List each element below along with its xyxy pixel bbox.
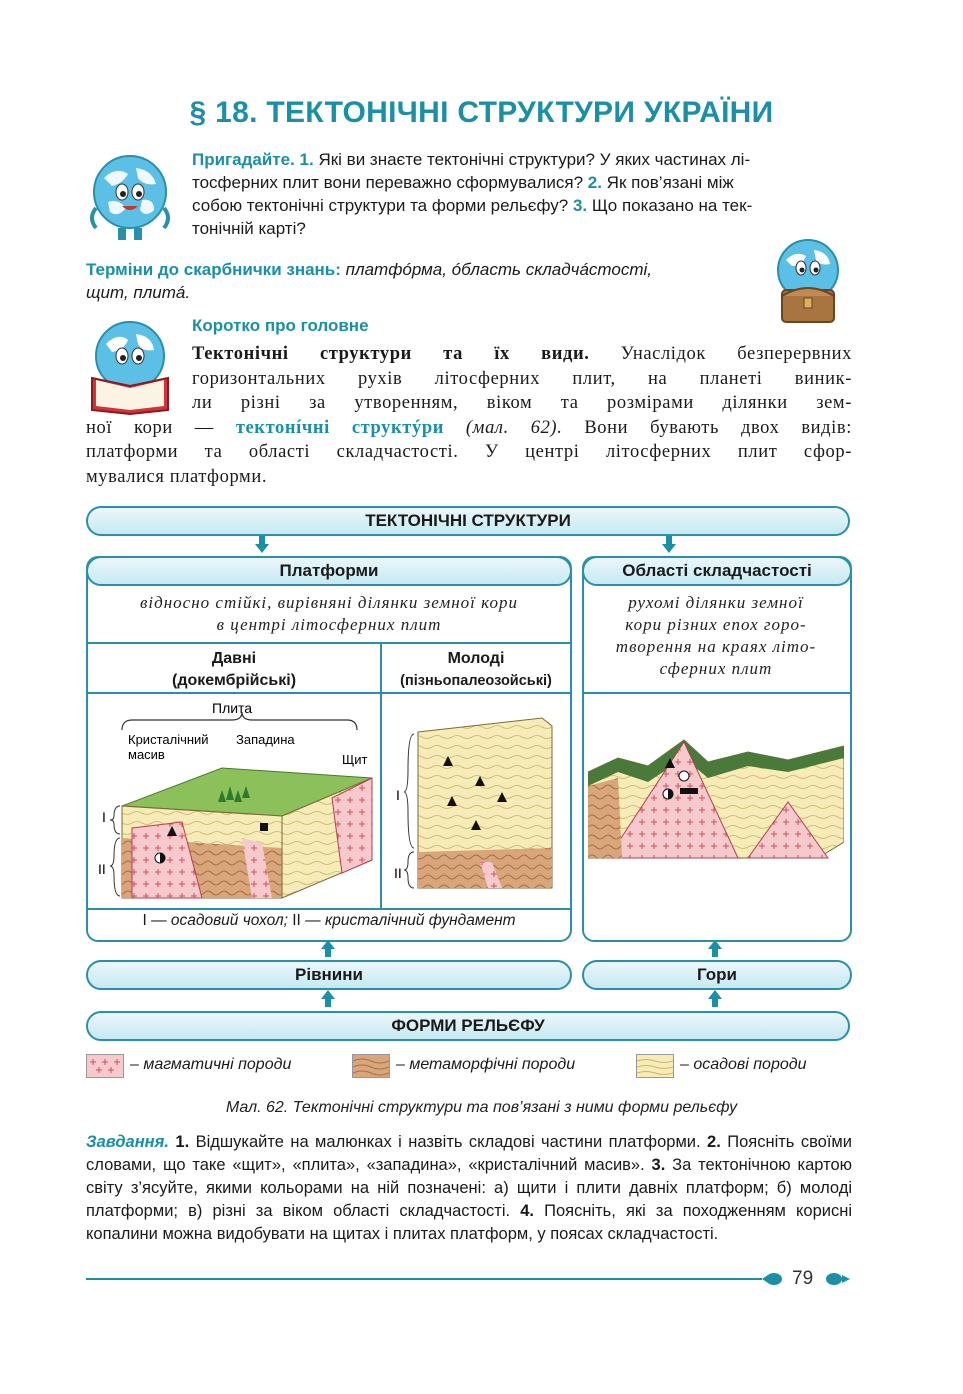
recall-paragraph xyxy=(192,148,854,240)
globe-mascot-icon xyxy=(82,148,178,244)
recall-text: тонічній карті? xyxy=(192,219,306,238)
platforms-description xyxy=(90,592,568,636)
roman-numeral-2: II xyxy=(394,865,402,881)
young-platform-block-diagram xyxy=(392,712,562,900)
depression-label: Западина xyxy=(236,732,295,747)
recall-text: тосферних плит вони переважно сформувалися? xyxy=(192,173,588,192)
crystalline-massif-label: Кристалічний xyxy=(128,732,209,747)
term-highlight: тектонíчні структýри xyxy=(235,417,444,438)
crystalline-massif-label-2: масив xyxy=(128,747,165,762)
task-text: Поясніть, які за походженням корисні копалини можна видобувати на щитах і плитах платформ, у поясах складчастості. xyxy=(86,1202,852,1243)
layers-note-text: кристалічний фундамент xyxy=(324,912,516,929)
summary-paragraph xyxy=(86,342,852,489)
recall-text: собою тектонічні структури та форми рельєфу? xyxy=(192,196,573,215)
layers-note-text: II — xyxy=(287,912,325,929)
task-number: 1. xyxy=(168,1133,190,1151)
recall-number: 3. xyxy=(572,196,588,215)
platforms-description-line: в центрі літосферних плит xyxy=(216,615,442,634)
platforms-description-line: відносно стійкі, вирівняні ділянки земної кори xyxy=(140,593,518,612)
task-number: 4. xyxy=(520,1202,534,1220)
figure-caption: Мал. 62. Тектонічні структури та пов’язані з ними форми рельєфу xyxy=(225,1099,738,1116)
footer-rule xyxy=(86,1278,762,1280)
page-marker-icon xyxy=(822,1271,850,1287)
fold-area-block-diagram xyxy=(588,732,844,862)
arrow-down-icon xyxy=(255,536,269,554)
arrow-down-icon xyxy=(662,536,676,554)
page-number: 79 xyxy=(792,1268,814,1289)
magmatic-swatch xyxy=(86,1054,124,1078)
plate-label: Плита xyxy=(212,700,253,716)
summary-text: ної кори — xyxy=(86,417,236,438)
plains-label: Рівнини xyxy=(86,960,572,990)
mountains-label: Гори xyxy=(582,960,852,990)
recall-label: Пригадайте. xyxy=(192,150,295,169)
recall-text: Як пов’язані між xyxy=(601,173,734,192)
summary-text: платформи та області складчастості. У центрі літосферних плит сфор- xyxy=(86,442,852,462)
summary-text: Вони бувають двох видів: xyxy=(562,417,852,438)
shield-label: Щит xyxy=(342,752,368,767)
summary-text: ли різні за утворенням, віком та розмірами ділянки зем- xyxy=(192,393,852,413)
divider xyxy=(584,692,850,694)
task-number: 2. xyxy=(707,1133,721,1151)
summary-text: мувалися платформи. xyxy=(86,466,268,487)
figure-reference: (мал. 62). xyxy=(443,417,563,438)
recall-text: Які ви знаєте тектонічні структури? У яких частинах лі- xyxy=(313,150,751,169)
sedimentary-legend-label: – осадові породи xyxy=(680,1056,807,1073)
task-label: Завдання. xyxy=(86,1133,169,1151)
roman-numeral-1: I xyxy=(102,809,106,825)
young-platforms-subtitle: (пізньопалеозойські) xyxy=(400,673,552,689)
fold-areas-description xyxy=(584,592,848,680)
summary-text: Унаслідок безперервних xyxy=(589,344,852,364)
terms-paragraph xyxy=(86,258,766,304)
arrow-up-icon xyxy=(321,990,335,1008)
old-platforms-label xyxy=(88,648,380,692)
old-platform-block-diagram xyxy=(92,698,378,906)
fold-description-line: сферних плит xyxy=(659,659,773,678)
summary-text: горизонтальних рухів літосферних плит, на планеті виник- xyxy=(192,368,852,389)
fold-areas-header: Області складчастості xyxy=(582,556,852,586)
divider xyxy=(88,642,570,644)
task-text: Поясніть своїми словами, що таке «щит», «плита», «западина», «кристалічний масив». xyxy=(86,1133,852,1174)
page-marker-icon xyxy=(762,1271,786,1287)
fold-description-line: кори різних епох горо- xyxy=(625,615,807,634)
task-text: За тектонічною картою світу з’ясуйте, якими кольорами на ній позначені: а) щити і плити давніх платформ; б) молоді платформи; в) різні за віком області складчастості. xyxy=(86,1156,852,1220)
fold-description-line: творення на краях літо- xyxy=(615,637,817,656)
metamorphic-swatch xyxy=(352,1054,390,1078)
task-text: Відшукайте на малюнках і назвіть складові частини платформи. xyxy=(189,1133,708,1151)
metamorphic-legend-label: – метаморфічні породи xyxy=(396,1056,576,1073)
arrow-up-icon xyxy=(708,940,722,958)
arrow-up-icon xyxy=(708,990,722,1008)
recall-text: Що показано на тек- xyxy=(587,196,753,215)
layers-note-text: осадовий чохол; xyxy=(170,912,288,929)
young-platforms-label xyxy=(382,648,570,692)
divider xyxy=(88,908,570,910)
recall-number: 1. xyxy=(299,150,314,169)
terms-text: щит, плитá. xyxy=(86,283,191,302)
roman-numeral-2: II xyxy=(98,861,106,877)
relief-forms-footer: ФОРМИ РЕЛЬЄФУ xyxy=(86,1011,850,1041)
platforms-header: Платформи xyxy=(86,556,572,586)
sedimentary-swatch xyxy=(636,1054,674,1078)
summary-heading: Коротко про головне xyxy=(192,316,369,335)
roman-numeral-1: I xyxy=(396,787,400,803)
magmatic-legend-label: – магматичні породи xyxy=(130,1056,292,1073)
task-paragraph xyxy=(86,1131,852,1246)
young-platforms-title: Молоді xyxy=(447,650,505,667)
layers-note-text: I — xyxy=(142,912,171,929)
layers-note xyxy=(88,912,570,930)
old-platforms-subtitle: (докембрійські) xyxy=(171,672,297,689)
page-title: § 18. ТЕКТОНІЧНІ СТРУКТУРИ УКРАЇНИ xyxy=(189,96,774,129)
old-platforms-title: Давні xyxy=(211,650,257,667)
treasure-chest-mascot-icon xyxy=(764,236,852,328)
terms-label: Терміни до скарбнички знань: xyxy=(86,260,341,279)
recall-number: 2. xyxy=(587,173,602,192)
summary-lead: Тектонічні структури та їх види. xyxy=(192,344,590,364)
arrow-up-icon xyxy=(321,940,335,958)
divider xyxy=(88,692,570,694)
tectonic-structures-header: ТЕКТОНІЧНІ СТРУКТУРИ xyxy=(86,506,850,536)
terms-text: платфóрма, óбласть складчáстості, xyxy=(340,260,652,279)
task-number: 3. xyxy=(651,1156,666,1174)
fold-description-line: рухомі ділянки земної xyxy=(628,593,804,612)
